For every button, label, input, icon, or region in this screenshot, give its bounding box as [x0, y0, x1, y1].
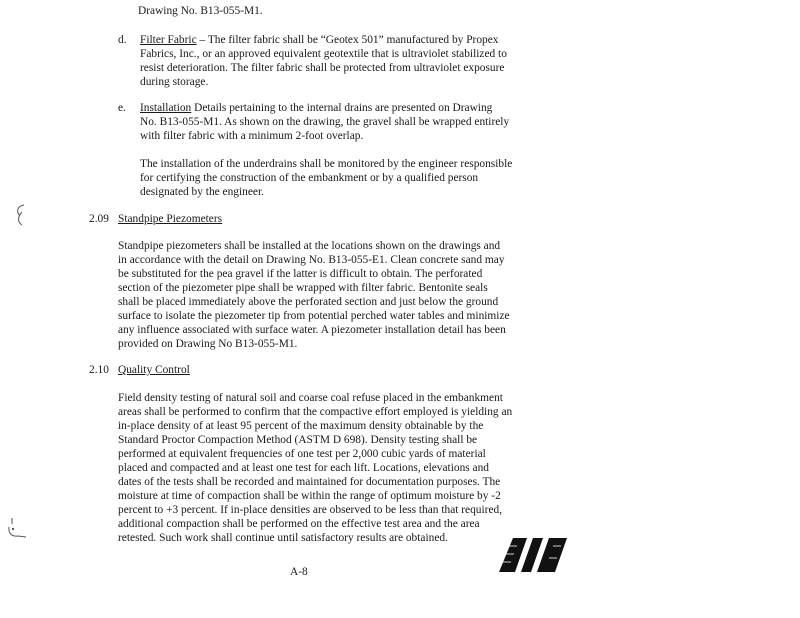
section-2-10-line-11: retested. Such work shall continue until satisfactory results are obtained.	[118, 532, 448, 544]
section-2-10-line-9: percent to +3 percent. If in-place densities are observed to be less than that required,	[118, 504, 503, 516]
item-d-line-3: resist deterioration. The filter fabric shall be protected from ultraviolet exposure	[140, 62, 505, 74]
section-2-09-line-5: shall be placed immediately above the perforated section and just below the ground	[118, 296, 499, 308]
section-2-09-line-7: any influence associated with surface water. A piezometer installation detail has been	[118, 324, 506, 336]
section-2-09-line-2: in accordance with the detail on Drawing No. B13-055-E1. Clean concrete sand may	[118, 254, 505, 266]
section-2-09-line-1: Standpipe piezometers shall be installed at the locations shown on the drawings and	[118, 240, 501, 252]
item-e-label: e.	[118, 102, 126, 114]
item-e-para2-line-1: The installation of the underdrains shall be monitored by the engineer responsible	[140, 158, 513, 170]
section-2-09-line-6: surface to isolate the piezometer tip from potential perched water tables and minimize	[118, 310, 510, 322]
item-e-title: Installation	[140, 102, 192, 114]
section-2-09-line-4: section of the piezometer pipe shall be wrapped with filter fabric. Bentonite seals	[118, 282, 488, 294]
section-2-10-line-4: Standard Proctor Compaction Method (ASTM D 698). Density testing shall be	[118, 434, 478, 446]
item-e-line-3: with filter fabric with a minimum 2-foot overlap.	[140, 130, 364, 142]
section-2-10-line-1: Field density testing of natural soil and coarse coal refuse placed in the embankment	[118, 392, 503, 404]
item-d-line-4: during storage.	[140, 76, 209, 88]
item-e-line-2: No. B13-055-M1. As shown on the drawing, the gravel shall be wrapped entirely	[140, 116, 510, 128]
logo-stripes-icon	[497, 536, 569, 574]
section-2-10-line-10: additional compaction shall be performed on the effective test area and the area	[118, 518, 480, 530]
section-2-10-line-7: dates of the tests shall be recorded and maintained for documentation purposes. The	[118, 476, 501, 488]
item-d-title: Filter Fabric	[140, 34, 197, 46]
section-2-10-number: 2.10	[89, 364, 109, 376]
section-2-09-line-8: provided on Drawing No B13-055-M1.	[118, 338, 298, 350]
scan-mark-icon	[8, 202, 28, 228]
section-2-10-line-3: in-place density of at least 95 percent of the maximum density obtainable by the	[118, 420, 484, 432]
section-2-10-title: Quality Control	[118, 364, 190, 376]
item-d-line-2: Fabrics, Inc., or an approved equivalent geotextile that is ultraviolet stabilized to	[140, 48, 507, 60]
item-e-line-1: Installation Details pertaining to the internal drains are presented on Drawing	[140, 102, 493, 114]
carryover-line: Drawing No. B13-055-M1.	[138, 5, 263, 17]
section-2-09-line-3: be substituted for the pea gravel if the latter is difficult to obtain. The perforated	[118, 268, 483, 280]
section-2-10-line-8: moisture at time of compaction shall be within the range of optimum moisture by -2	[118, 490, 501, 502]
item-d-label: d.	[118, 34, 127, 46]
scan-mark-icon	[4, 515, 30, 543]
item-e-para2-line-2: for certifying the construction of the embankment or by a qualified person	[140, 172, 479, 184]
item-e-para2-line-3: designated by the engineer.	[140, 186, 264, 198]
section-2-10-line-5: performed at equivalent frequencies of one test per 2,000 cubic yards of material	[118, 448, 486, 460]
section-2-10-line-6: placed and compacted and at least one test for each lift. Locations, elevations and	[118, 462, 489, 474]
section-2-09-title: Standpipe Piezometers	[118, 213, 223, 225]
page-number: A-8	[290, 566, 308, 578]
item-d-line-1: Filter Fabric – The filter fabric shall be “Geotex 501” manufactured by Propex	[140, 34, 499, 46]
section-2-09-number: 2.09	[89, 213, 109, 225]
section-2-10-line-2: areas shall be performed to confirm that the compactive effort employed is yielding an	[118, 406, 513, 418]
